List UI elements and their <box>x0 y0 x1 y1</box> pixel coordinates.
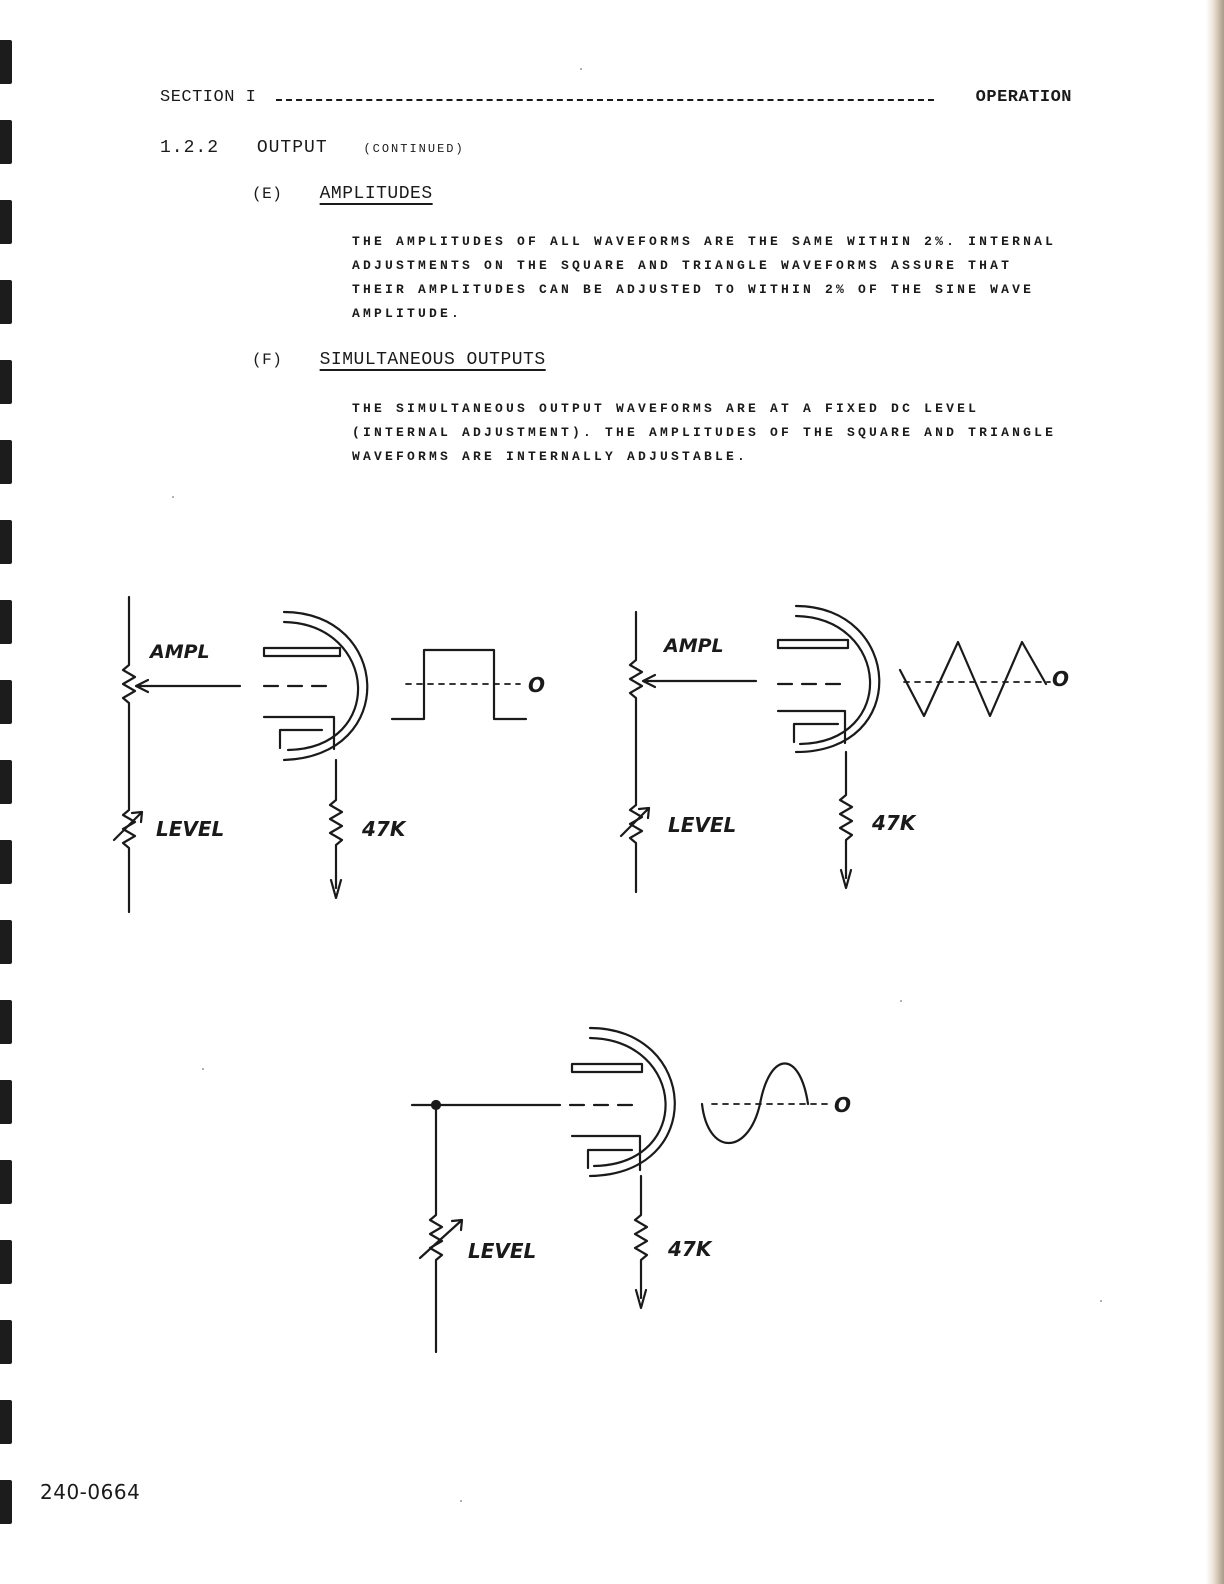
tube-lower-plate-1 <box>264 717 334 749</box>
cathode-resistor-47k-3 <box>635 1176 647 1308</box>
item-f-paragraph: THE SIMULTANEOUS OUTPUT WAVEFORMS ARE AT A FIXED DC LEVEL (INTERNAL ADJUSTMENT). THE AMPLITUDES OF THE SQUARE AND TRIANGLE WAVEFORMS ARE INTERNALLY ADJUSTABLE. <box>352 401 1057 464</box>
subsection-note: (CONTINUED) <box>363 142 465 156</box>
level-branch-3 <box>430 1105 442 1352</box>
ampl-label-2: AMPL <box>664 635 724 657</box>
resistor-label-3: 47K <box>668 1237 712 1261</box>
tube-upper-plate-2 <box>778 640 848 648</box>
scan-speck <box>202 1068 204 1070</box>
level-adjust-arrow-1 <box>114 812 142 840</box>
level-label-2: LEVEL <box>668 813 737 837</box>
scan-speck <box>460 1500 462 1502</box>
cathode-resistor-47k-1 <box>330 760 342 898</box>
level-label-3: LEVEL <box>468 1239 537 1263</box>
ampl-wiper-arrow-2 <box>643 675 756 687</box>
tube-envelope-2 <box>796 606 879 752</box>
item-e-title: AMPLITUDES <box>319 184 433 204</box>
item-e-paragraph: THE AMPLITUDES OF ALL WAVEFORMS ARE THE SAME WITHIN 2%. INTERNAL ADJUSTMENTS ON THE SQUARE AND TRIANGLE WAVEFORMS ASSURE THAT THEIR AMPLITUDES CAN BE ADJUSTED TO WITHIN 2% OF THE SINE WAVE AMPLITUDE. <box>352 234 1057 321</box>
supply-line-2 <box>630 612 642 892</box>
subsection-number: 1.2.2 <box>160 138 220 158</box>
section-title: OPERATION <box>975 88 1072 107</box>
cathode-resistor-47k-2 <box>840 752 852 888</box>
item-f-title: SIMULTANEOUS OUTPUTS <box>319 350 546 370</box>
item-e-letter: (E) <box>252 185 283 203</box>
tube-upper-plate-1 <box>264 648 340 656</box>
item-f-letter: (F) <box>252 351 283 369</box>
tube-lower-plate-2 <box>778 711 845 743</box>
supply-line-1 <box>123 597 135 912</box>
scan-speck <box>900 1000 902 1002</box>
level-label-1: LEVEL <box>156 817 225 841</box>
zero-label-1: O <box>528 673 546 697</box>
zero-label-3: O <box>834 1093 852 1117</box>
section-label: SECTION I <box>160 88 257 107</box>
resistor-label-2: 47K <box>872 811 916 835</box>
zero-label-2: O <box>1052 667 1070 691</box>
scan-speck <box>1100 1300 1102 1302</box>
sine-wave-diagram <box>412 1028 828 1352</box>
scan-speck <box>172 496 174 498</box>
tube-envelope-3 <box>590 1028 675 1176</box>
ampl-label-1: AMPL <box>150 641 210 663</box>
scan-speck <box>580 68 582 70</box>
resistor-label-1: 47K <box>362 817 406 841</box>
tube-upper-plate-3 <box>572 1064 642 1072</box>
triangle-waveform <box>900 642 1046 716</box>
document-number: 240-0664 <box>40 1480 141 1504</box>
subsection-title: OUTPUT <box>256 138 328 158</box>
ampl-wiper-arrow-1 <box>136 680 240 692</box>
